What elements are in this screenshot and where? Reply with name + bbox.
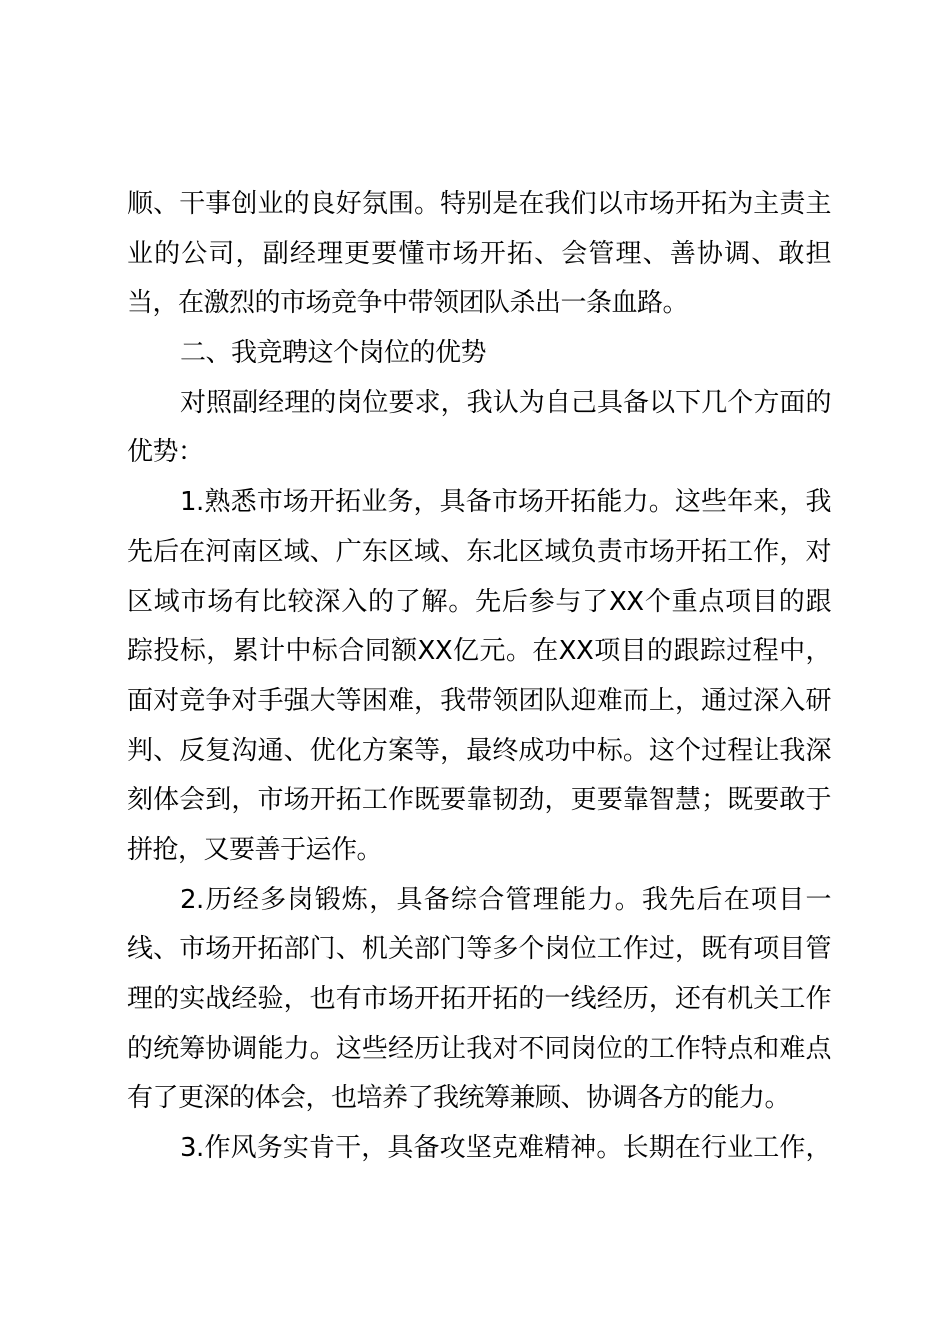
- text-line: 判、反复沟通、优化方案等，最终成功中标。这个过程让我深: [127, 735, 831, 766]
- paragraph-continuation: [127, 180, 831, 329]
- text-line: 对照副经理的岗位要求，我认为自己具备以下几个方面的: [180, 387, 831, 418]
- text-line: 拼抢，又要善于运作。: [127, 834, 383, 865]
- text-line: 先后在河南区域、广东区域、东北区域负责市场开拓工作，对: [127, 536, 831, 567]
- advantage-item-2: [127, 876, 831, 1124]
- text-line: 2.历经多岗锻炼，具备综合管理能力。我先后在项目一: [180, 884, 831, 915]
- text-line: 有了更深的体会，也培养了我统筹兼顾、协调各方的能力。: [127, 1083, 791, 1114]
- text-line: 3.作风务实肯干，具备攻坚克难精神。长期在行业工作，: [180, 1133, 831, 1164]
- text-line: 优势：: [127, 437, 204, 468]
- text-line: 踪投标，累计中标合同额XX亿元。在XX项目的跟踪过程中，: [127, 636, 831, 667]
- text-line: 业的公司，副经理更要懂市场开拓、会管理、善协调、敢担: [127, 238, 831, 269]
- section-heading: [127, 329, 831, 379]
- section-heading-text: 二、我竞聘这个岗位的优势: [180, 338, 487, 369]
- advantage-item-1: [127, 478, 831, 876]
- text-line: 顺、干事创业的良好氛围。特别是在我们以市场开拓为主责主: [127, 189, 831, 219]
- text-line: 的统筹协调能力。这些经历让我对不同岗位的工作特点和难点: [127, 1033, 831, 1064]
- paragraph-intro: [127, 379, 831, 478]
- advantage-item-3: [127, 1124, 831, 1174]
- text-line: 1.熟悉市场开拓业务，具备市场开拓能力。这些年来，我: [180, 487, 831, 518]
- text-line: 理的实战经验，也有市场开拓开拓的一线经历，还有机关工作: [127, 984, 831, 1014]
- text-line: 区域市场有比较深入的了解。先后参与了XX个重点项目的跟: [127, 586, 831, 617]
- document-body: [127, 180, 831, 1174]
- text-line: 线、市场开拓部门、机关部门等多个岗位工作过，既有项目管: [127, 934, 831, 965]
- text-line: 面对竞争对手强大等困难，我带领团队迎难而上，通过深入研: [127, 685, 831, 716]
- text-line: 刻体会到，市场开拓工作既要靠韧劲，更要靠智慧；既要敢于: [127, 785, 831, 816]
- text-line: 当，在激烈的市场竞争中带领团队杀出一条血路。: [127, 288, 689, 319]
